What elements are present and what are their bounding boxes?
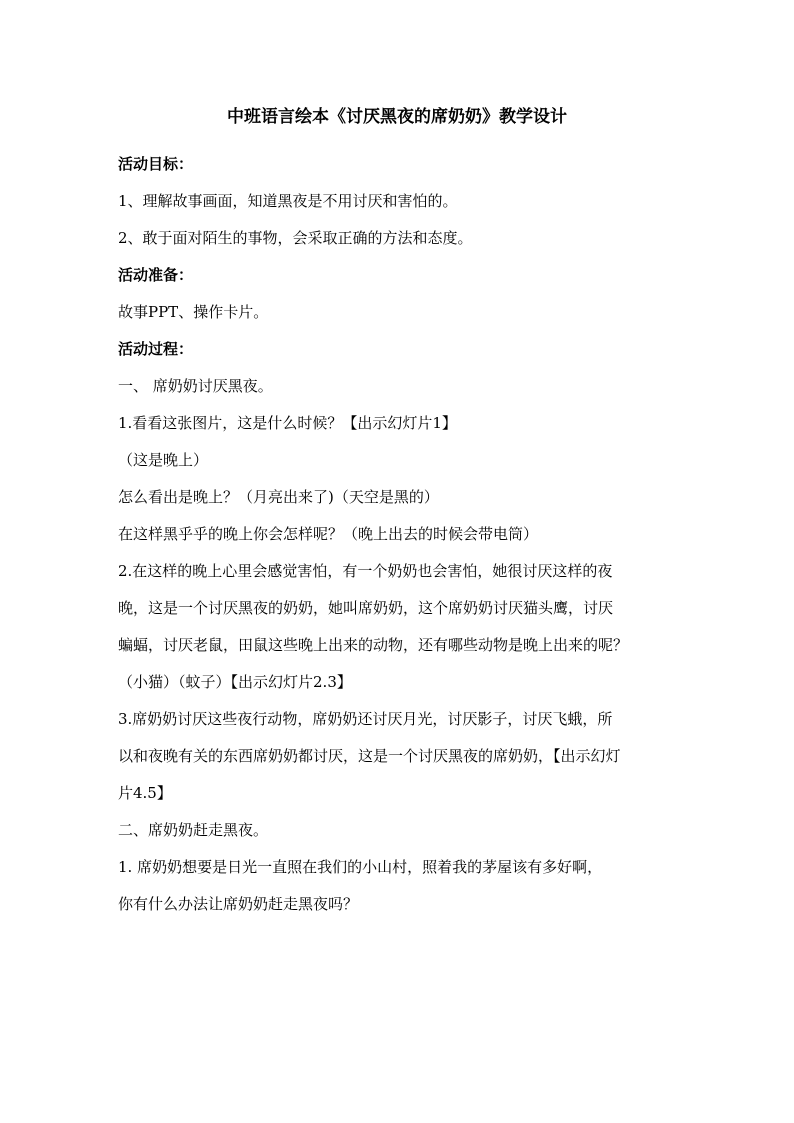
paragraph-line: 蝙蝠，讨厌老鼠，田鼠这些晚上出来的动物，还有哪些动物是晚上出来的呢？ (118, 636, 629, 654)
paragraph-line: 在这样黑乎乎的晚上你会怎样呢？（晚上出去的时候会带电筒） (118, 525, 539, 543)
paragraph-line: （这是晚上） (118, 451, 209, 469)
document-title: 中班语言绘本《讨厌黑夜的席奶奶》教学设计 (227, 107, 567, 127)
paragraph-line: 1. 席奶奶想要是日光一直照在我们的小山村，照着我的茅屋该有多好啊， (118, 858, 603, 876)
paragraph-line: 片4.5】 (118, 784, 172, 802)
section-heading: 活动过程： (118, 340, 194, 358)
paragraph-line: 二、席奶奶赶走黑夜。 (118, 821, 269, 839)
paragraph-line: 以和夜晚有关的东西席奶奶都讨厌，这是一个讨厌黑夜的席奶奶，【出示幻灯 (118, 747, 621, 765)
section-heading: 活动准备： (118, 266, 194, 284)
paragraph-line: 故事PPT、操作卡片。 (118, 303, 269, 321)
document-body (118, 146, 683, 923)
paragraph-line: 晚，这是一个讨厌黑夜的奶奶，她叫席奶奶，这个席奶奶讨厌猫头鹰，讨厌 (118, 599, 614, 617)
paragraph-line: 你有什么办法让席奶奶赶走黑夜吗？ (118, 895, 359, 913)
paragraph-line: 怎么看出是晚上？（月亮出来了)（天空是黑的） (118, 488, 439, 506)
paragraph-line: 1.看看这张图片，这是什么时候？【出示幻灯片1】 (118, 414, 457, 432)
paragraph-line: 3.席奶奶讨厌这些夜行动物，席奶奶还讨厌月光，讨厌影子，讨厌飞蛾，所 (118, 710, 613, 728)
section-heading: 活动目标： (118, 155, 194, 173)
paragraph-line: 2.在这样的晚上心里会感觉害怕，有一个奶奶也会害怕，她很讨厌这样的夜 (118, 562, 613, 580)
paragraph-line: （小猫）（蚊子）【出示幻灯片2.3】 (118, 673, 352, 691)
paragraph-line: 一、 席奶奶讨厌黑夜。 (118, 377, 273, 395)
paragraph-line: 1、理解故事画面，知道黑夜是不用讨厌和害怕的。 (118, 192, 458, 210)
paragraph-line: 2、敢于面对陌生的事物，会采取正确的方法和态度。 (118, 229, 473, 247)
